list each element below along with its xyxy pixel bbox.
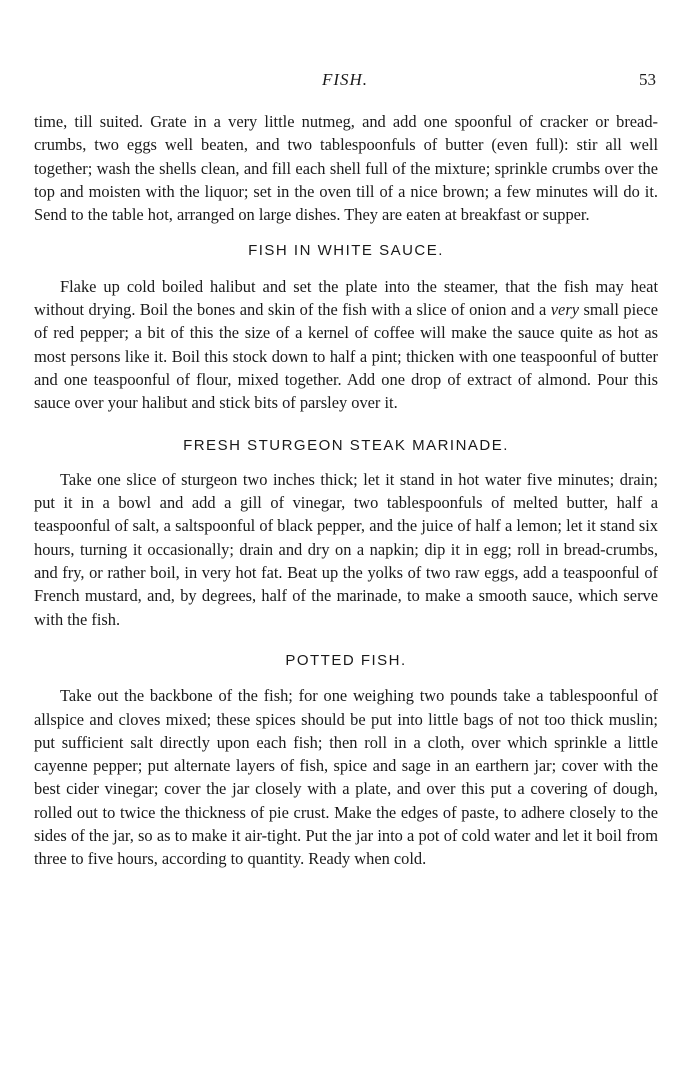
potted-fish-paragraph: Take out the backbone of the fish; for one weighing two pounds take a tablespoonful of allspice and cloves mixed; these spices should be put into little bags of not too thick muslin; put sufficient salt directly upon each fish; then roll in a cloth, over which sprinkle a little cayenne pepper; put alternate layers of fish, spice and sage in an earthern jar; cover with the best cider vinegar; cover the jar closely with a plate, and over this put a covering of dough, rolled out to twice the thickness of pie crust. Make the edges of paste, to adhere closely to the sides of the jar, so as to make it air-tight. Put the jar into a pot of cold water and let it boil from three to five hours, according to quantity. Ready when cold. xyxy=(34,686,658,869)
fish-white-sauce-paragraph xyxy=(34,275,658,415)
running-title: FISH. xyxy=(321,70,369,89)
page-body xyxy=(34,110,658,871)
section-heading-sturgeon: FRESH STURGEON STEAK MARINADE. xyxy=(183,436,509,454)
section-heading-fish-white-sauce: FISH IN WHITE SAUCE. xyxy=(248,242,444,260)
fish-white-sauce-emphasis: very xyxy=(550,300,579,320)
sturgeon-paragraph: Take one slice of sturgeon two inches thick; let it stand in hot water five minutes; drain; put it in a bowl and add a gill of vinegar, two tablespoonfuls of melted butter, half a teaspoonful of salt, a saltspoonful of black pepper, and the juice of half a lemon; let it stand six hours, turning it occasionally; drain and dry on a napkin; dip it in egg; roll in bread-crumbs, and fry, or rather boil, in very hot fat. Beat up the yolks of two raw eggs, add a teaspoonful of French mustard, and, by degrees, half of the marinade, to make a smooth sauce, which serve with the fish. xyxy=(34,469,658,629)
continuation-paragraph: time, till suited. Grate in a very little nutmeg, and add one spoonful of cracker or bread-crumbs, two eggs well beaten, and two tablespoonfuls of butter (even full): stir all well together; wash the shells clean, and fill each shell full of the mixture; sprinkle crumbs over the top and moisten with the liquor; set in the oven till of a nice brown; a few minutes will do it. Send to the table hot, arranged on large dishes. They are eaten at breakfast or supper. xyxy=(34,112,658,225)
page-number: 53 xyxy=(639,70,656,89)
fish-white-sauce-text-a: Flake up cold boiled halibut and set the plate into the steamer, that the fish may heat without drying. Boil the bones and skin of the fish with a slice of onion and a xyxy=(34,276,658,320)
running-header xyxy=(34,70,656,94)
section-heading-potted-fish: POTTED FISH. xyxy=(285,651,407,669)
fish-white-sauce-text-b: small piece of red pepper; a bit of this the size of a kernel of coffee will make the sauce quite as hot as most persons like it. Boil this stock down to half a pint; thicken with one teaspoonful of butter and one teaspoonful of flour, mixed together. Add one drop of extract of almond. Pour this sauce over your halibut and stick bits of parsley over it. xyxy=(34,300,658,413)
